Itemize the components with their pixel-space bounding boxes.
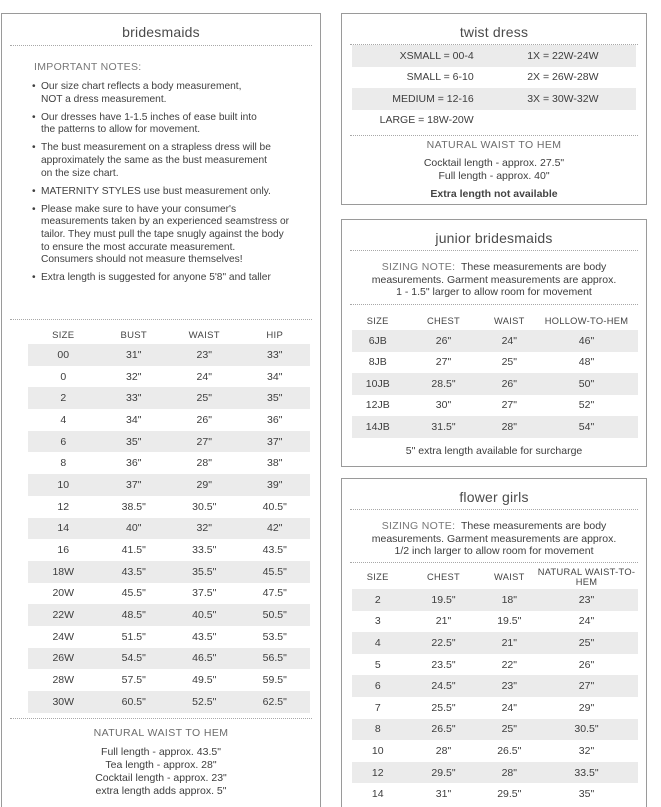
note-line: • Extra length is suggested for anyone 5'8" and taller — [41, 272, 271, 284]
table-cell: 26" — [578, 658, 595, 671]
table-cell: 0 — [60, 370, 67, 383]
table-cell: 28.5" — [403, 373, 483, 395]
table-row — [352, 611, 638, 633]
column-header: WAIST — [188, 329, 220, 341]
flower-sizing-note — [350, 520, 638, 558]
table-row — [28, 669, 310, 691]
table-cell: 32" — [169, 518, 240, 540]
table-cell: 52.5" — [169, 691, 240, 713]
table-cell: 24" — [196, 370, 212, 383]
table-cell: 37.5" — [192, 587, 217, 600]
table-cell: 33" — [240, 344, 311, 366]
column-header: CHEST — [427, 316, 461, 326]
table-cell: 10 — [28, 474, 99, 496]
sizing-note-text: These measurements are body — [460, 520, 607, 532]
table-cell: XSMALL = 00-4 — [352, 45, 500, 67]
hem-length-line: Cocktail length - approx. 23" — [95, 772, 227, 784]
table-row — [352, 330, 638, 352]
table-cell: 24" — [501, 701, 517, 714]
table-cell: 52" — [578, 399, 595, 412]
table-row — [352, 654, 638, 676]
divider — [10, 45, 312, 46]
table-cell: LARGE = 18W-20W — [379, 114, 474, 127]
table-cell: 19.5" — [497, 615, 522, 628]
junior-size-table — [352, 312, 638, 438]
table-cell: 33.5" — [535, 762, 638, 784]
table-cell: 16 — [57, 544, 70, 557]
table-cell: 28" — [196, 457, 212, 470]
table-cell: 21" — [435, 615, 452, 628]
table-cell: 40.5" — [262, 500, 287, 513]
table-row — [28, 366, 310, 388]
table-cell: 37" — [240, 431, 311, 453]
table-cell: 46" — [535, 330, 638, 352]
table-cell: 24" — [484, 330, 535, 352]
table-cell: 31" — [435, 788, 452, 801]
table-cell: 21" — [484, 632, 535, 654]
column-header: CHEST — [427, 572, 461, 582]
note-line: Consumers should not measure themselves! — [41, 254, 243, 266]
table-cell: 6 — [352, 675, 403, 697]
divider — [350, 135, 638, 136]
note-line: on the size chart. — [41, 167, 119, 179]
table-cell: 30W — [28, 691, 99, 713]
note-item — [32, 142, 317, 180]
table-cell: 6JB — [352, 330, 403, 352]
table-cell: 53.5" — [262, 630, 287, 643]
table-cell: 2 — [28, 387, 99, 409]
table-row — [352, 395, 638, 417]
column-header: WAIST — [493, 572, 525, 582]
table-cell: 38" — [267, 457, 283, 470]
table-cell: 41.5" — [121, 544, 146, 557]
table-row — [28, 431, 310, 453]
twist-hem-line: Cocktail length - approx. 27.5" — [423, 157, 565, 169]
hem-length-line: extra length adds approx. 5" — [95, 785, 227, 797]
note-line: the patterns to allow for movement. — [41, 124, 201, 136]
table-cell: 60.5" — [99, 691, 170, 713]
table-cell: 46.5" — [169, 648, 240, 670]
important-notes-heading: IMPORTANT NOTES: — [34, 61, 142, 73]
table-row — [352, 589, 638, 611]
table-cell: 50" — [535, 373, 638, 395]
table-cell: 35" — [99, 431, 170, 453]
table-cell: 33.5" — [192, 544, 217, 557]
table-cell: 43.5" — [99, 561, 170, 583]
table-row — [28, 626, 310, 648]
table-cell: 18W — [28, 561, 99, 583]
table-cell: 42" — [240, 518, 311, 540]
table-cell: 14 — [28, 518, 99, 540]
table-cell: 22.5" — [403, 632, 483, 654]
column-header: HIP — [266, 329, 284, 341]
table-cell: 4 — [352, 632, 403, 654]
flower-girls-panel — [341, 478, 647, 807]
table-row — [28, 409, 310, 431]
column-header: HOLLOW-TO-HEM — [544, 316, 629, 326]
table-row — [28, 387, 310, 409]
table-cell: 25" — [501, 356, 517, 369]
table-cell: 35" — [578, 788, 595, 801]
table-cell: 35" — [240, 387, 311, 409]
table-row — [352, 110, 636, 132]
table-cell: 8 — [352, 719, 403, 741]
table-cell: 26" — [403, 330, 483, 352]
note-line: • The bust measurement on a strapless dress will be — [41, 142, 271, 154]
table-row — [352, 675, 638, 697]
table-cell: 27" — [169, 431, 240, 453]
table-cell: 40.5" — [169, 604, 240, 626]
table-cell: 26.5" — [497, 744, 522, 757]
sizing-note-text: These measurements are body — [460, 261, 607, 273]
column-header: SIZE — [366, 316, 389, 326]
table-cell: 3X = 30W-32W — [500, 88, 636, 110]
table-cell: 27" — [535, 675, 638, 697]
table-cell: 26.5" — [403, 719, 483, 741]
table-cell: 40" — [99, 518, 170, 540]
table-cell: 32" — [126, 370, 142, 383]
twist-hem-title: NATURAL WAIST TO HEM — [426, 139, 562, 151]
table-cell: 62.5" — [240, 691, 311, 713]
table-cell: 1X = 22W-24W — [500, 45, 636, 67]
table-cell: 26" — [196, 413, 212, 426]
divider — [350, 304, 638, 305]
bridesmaids-title: bridesmaids — [122, 24, 200, 40]
junior-sizing-note — [350, 261, 638, 299]
note-line: • Our size chart reflects a body measurement, — [41, 81, 242, 92]
table-cell: 23.5" — [431, 658, 456, 671]
twist-hem-note: Extra length not available — [430, 188, 558, 200]
table-row — [28, 496, 310, 518]
table-row — [352, 719, 638, 741]
table-row — [28, 561, 310, 583]
table-row — [28, 452, 310, 474]
table-cell: 35.5" — [169, 561, 240, 583]
note-line: • Our dresses have 1-1.5 inches of ease built into — [41, 111, 257, 123]
note-line: • Please make sure to have your consumer's — [41, 203, 237, 215]
table-cell: 30.5" — [192, 500, 217, 513]
table-cell — [500, 110, 636, 132]
table-cell: 56.5" — [240, 648, 311, 670]
table-cell: 28" — [435, 744, 452, 757]
table-cell: SMALL = 6-10 — [406, 71, 474, 84]
table-row — [28, 583, 310, 605]
twist-hem-line: Full length - approx. 40" — [438, 170, 550, 182]
table-cell: MEDIUM = 12-16 — [352, 88, 500, 110]
twist-dress-title: twist dress — [459, 24, 529, 40]
note-item — [32, 186, 317, 199]
table-cell: 37" — [99, 474, 170, 496]
table-row — [28, 344, 310, 366]
hem-length-line: Full length - approx. 43.5" — [101, 746, 221, 758]
table-row — [352, 416, 638, 438]
table-cell: 29.5" — [497, 788, 522, 801]
table-cell: 22W — [28, 604, 99, 626]
table-cell: 48.5" — [99, 604, 170, 626]
sizing-note-label: SIZING NOTE: — [381, 261, 456, 273]
hem-length-line: Tea length - approx. 28" — [105, 759, 217, 771]
table-cell: 27" — [501, 399, 517, 412]
table-cell: 12 — [57, 500, 70, 513]
table-cell: 8 — [60, 457, 67, 470]
table-cell: 2X = 26W-28W — [527, 71, 599, 84]
table-row — [28, 648, 310, 670]
table-cell: 28" — [484, 762, 535, 784]
junior-bridesmaids-title: junior bridesmaids — [435, 230, 553, 246]
table-row — [352, 67, 636, 89]
twist-size-table — [352, 45, 636, 131]
table-row — [28, 691, 310, 713]
flower-size-table — [352, 565, 638, 805]
table-row — [28, 474, 310, 496]
table-cell: 24.5" — [403, 675, 483, 697]
table-cell: 23" — [169, 344, 240, 366]
table-cell: 26" — [484, 373, 535, 395]
sizing-note-label: SIZING NOTE: — [381, 520, 456, 532]
table-cell: 4 — [60, 413, 67, 426]
table-cell: 48" — [578, 356, 595, 369]
table-cell: 22" — [501, 658, 517, 671]
table-cell: 10JB — [352, 373, 403, 395]
note-item — [32, 112, 317, 137]
bridesmaids-size-table — [28, 326, 310, 713]
table-cell: 45.5" — [240, 561, 311, 583]
table-row — [352, 762, 638, 784]
table-row — [352, 352, 638, 374]
table-cell: 6 — [28, 431, 99, 453]
table-cell: 36" — [126, 457, 142, 470]
table-cell: 24W — [52, 630, 75, 643]
important-notes-list — [32, 81, 317, 290]
table-cell: 29" — [578, 701, 595, 714]
table-cell: 23" — [535, 589, 638, 611]
table-cell: 43.5" — [192, 630, 217, 643]
table-cell: 7 — [374, 701, 381, 714]
table-row — [352, 783, 638, 805]
note-item — [32, 81, 317, 106]
table-row — [352, 697, 638, 719]
table-cell: 57.5" — [121, 674, 146, 687]
table-cell: 30" — [435, 399, 452, 412]
table-cell: 34" — [126, 413, 142, 426]
table-cell: 45.5" — [121, 587, 146, 600]
note-line: tailor. They must pull the tape snugly against the body — [41, 228, 284, 240]
table-cell: 54.5" — [99, 648, 170, 670]
table-cell: 00 — [28, 344, 99, 366]
table-cell: 43.5" — [262, 544, 287, 557]
note-line: measurements taken by an experienced seamstress or — [41, 216, 290, 228]
bridesmaids-hem-title: NATURAL WAIST TO HEM — [93, 727, 229, 739]
table-cell: 31" — [99, 344, 170, 366]
table-cell: 14JB — [352, 416, 403, 438]
table-cell: 12JB — [365, 399, 390, 412]
table-cell: 3 — [374, 615, 381, 628]
table-cell: 28" — [484, 416, 535, 438]
table-cell: 33" — [99, 387, 170, 409]
sizing-note-text: 1/2 inch larger to allow room for movement — [394, 545, 594, 558]
column-header: SIZE — [366, 572, 389, 582]
note-item — [32, 204, 317, 267]
table-row — [352, 88, 636, 110]
table-cell: 25" — [169, 387, 240, 409]
table-cell: 38.5" — [121, 500, 146, 513]
table-cell: 30.5" — [535, 719, 638, 741]
table-row — [352, 740, 638, 762]
table-cell: 25.5" — [431, 701, 456, 714]
twist-dress-panel — [341, 13, 647, 205]
table-cell: 23" — [484, 675, 535, 697]
table-cell: 24" — [578, 615, 595, 628]
sizing-note-text: measurements. Garment measurements are approx. — [371, 532, 617, 545]
table-cell: 29.5" — [403, 762, 483, 784]
note-line: NOT a dress measurement. — [41, 93, 167, 105]
table-cell: 26W — [28, 648, 99, 670]
table-cell: 51.5" — [121, 630, 146, 643]
table-row — [28, 518, 310, 540]
column-header: BUST — [120, 329, 148, 341]
table-cell: 27" — [435, 356, 452, 369]
table-cell: 54" — [535, 416, 638, 438]
sizing-note-text: 1 - 1.5" larger to allow room for movement — [396, 286, 592, 299]
junior-bridesmaids-panel — [341, 219, 647, 467]
table-cell: 32" — [578, 744, 595, 757]
divider — [10, 319, 312, 320]
note-line: approximately the same as the bust measurement — [41, 154, 267, 166]
table-cell: 36" — [267, 413, 283, 426]
table-cell: 49.5" — [192, 674, 217, 687]
table-cell: 25" — [535, 632, 638, 654]
flower-girls-title: flower girls — [459, 489, 529, 505]
note-line: • MATERNITY STYLES use bust measurement only. — [41, 185, 271, 197]
table-cell: 47.5" — [262, 587, 287, 600]
table-cell: 12 — [352, 762, 403, 784]
table-cell: 28W — [52, 674, 75, 687]
table-row — [28, 539, 310, 561]
table-cell: 8JB — [368, 356, 387, 369]
table-cell: 2 — [352, 589, 403, 611]
table-cell: 18" — [484, 589, 535, 611]
divider — [10, 718, 312, 719]
table-cell: 10 — [371, 744, 384, 757]
note-item — [32, 272, 317, 285]
table-cell: 31.5" — [403, 416, 483, 438]
table-row — [352, 632, 638, 654]
column-header: WAIST — [493, 316, 525, 326]
sizing-note-text: measurements. Garment measurements are approx. — [371, 273, 617, 286]
table-cell: 5 — [374, 658, 381, 671]
table-row — [28, 604, 310, 626]
bridesmaids-panel — [1, 13, 321, 807]
column-header: NATURAL WAIST-TO-HEM — [537, 567, 636, 587]
note-line: to ensure the most accurate measurement. — [41, 241, 236, 253]
divider — [350, 562, 638, 563]
divider — [350, 250, 638, 251]
junior-extra-length-note: 5" extra length available for surcharge — [405, 445, 583, 457]
divider — [350, 509, 638, 510]
table-cell: 34" — [267, 370, 283, 383]
table-cell: 25" — [484, 719, 535, 741]
table-cell: 29" — [169, 474, 240, 496]
table-cell: 39" — [240, 474, 311, 496]
table-cell: 59.5" — [262, 674, 287, 687]
table-cell: 14 — [371, 788, 384, 801]
table-cell: 19.5" — [403, 589, 483, 611]
table-cell: 50.5" — [240, 604, 311, 626]
table-cell: 20W — [52, 587, 75, 600]
table-row — [352, 373, 638, 395]
column-header: SIZE — [52, 329, 75, 341]
table-row — [352, 45, 636, 67]
